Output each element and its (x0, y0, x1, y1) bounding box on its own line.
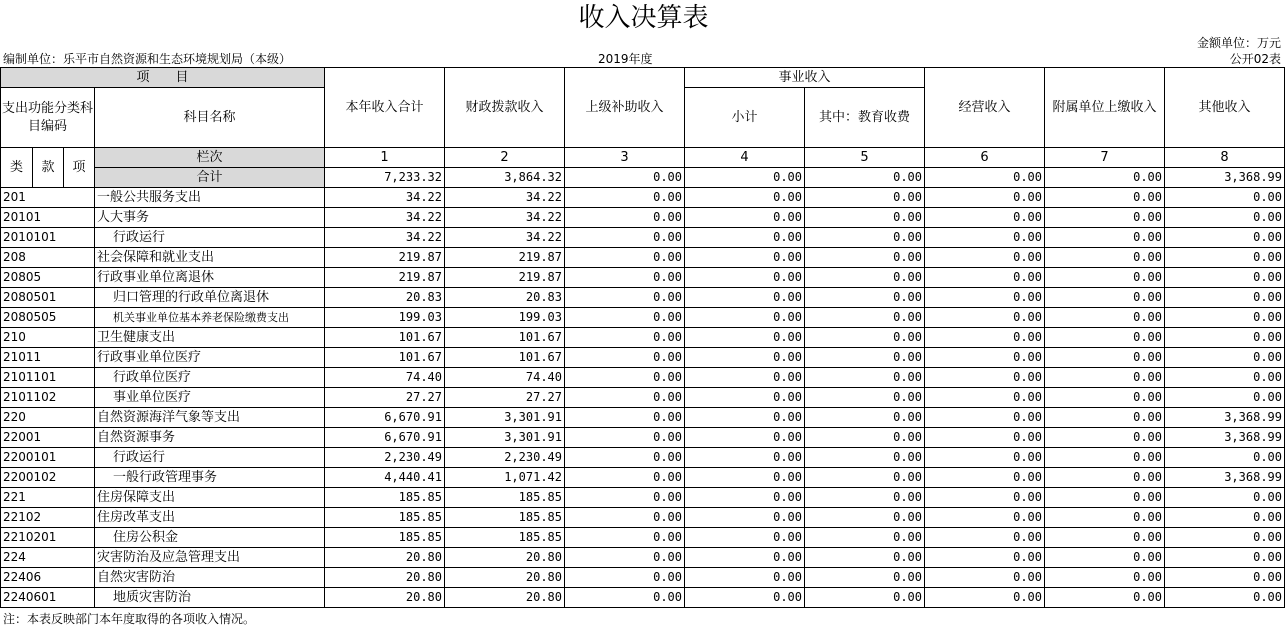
row-value[interactable]: 0.00 (925, 188, 1045, 208)
row-value[interactable]: 20.83 (445, 288, 565, 308)
row-name[interactable]: 行政运行 (95, 448, 325, 468)
row-value[interactable]: 34.22 (325, 208, 445, 228)
col-number: 5 (805, 148, 925, 168)
table-row (1, 428, 1285, 448)
header-item: 项 目 (1, 68, 325, 88)
row-value[interactable]: 0.00 (685, 548, 805, 568)
row-value[interactable]: 0.00 (685, 288, 805, 308)
row-value[interactable]: 74.40 (325, 368, 445, 388)
page-title: 收入决算表 (578, 3, 709, 33)
row-value[interactable]: 0.00 (1045, 268, 1165, 288)
row-value[interactable]: 0.00 (565, 568, 685, 588)
row-value[interactable]: 0.00 (925, 288, 1045, 308)
row-name[interactable]: 住房公积金 (95, 528, 325, 548)
row-value[interactable]: 0.00 (1045, 588, 1165, 608)
row-value[interactable]: 0.00 (685, 408, 805, 428)
row-value[interactable]: 219.87 (325, 268, 445, 288)
table-row (1, 568, 1285, 588)
row-value[interactable]: 0.00 (1045, 568, 1165, 588)
row-code[interactable]: 2080501 (1, 288, 95, 308)
row-value[interactable]: 0.00 (1045, 308, 1165, 328)
row-value[interactable]: 0.00 (1045, 188, 1165, 208)
table-row (1, 448, 1285, 468)
row-value[interactable]: 0.00 (685, 528, 805, 548)
header-func-code: 支出功能分类科目编码 (1, 88, 95, 148)
total-cell: 0.00 (1045, 168, 1165, 188)
row-name[interactable]: 自然资源海洋气象等支出 (95, 408, 325, 428)
table-row (1, 368, 1285, 388)
row-value[interactable]: 0.00 (685, 188, 805, 208)
row-value[interactable]: 0.00 (925, 508, 1045, 528)
row-value[interactable]: 0.00 (805, 448, 925, 468)
row-value[interactable]: 0.00 (1045, 288, 1165, 308)
row-value[interactable]: 0.00 (805, 368, 925, 388)
table-row (1, 288, 1285, 308)
row-value[interactable]: 0.00 (925, 348, 1045, 368)
row-value[interactable]: 0.00 (805, 388, 925, 408)
row-value[interactable]: 27.27 (445, 388, 565, 408)
row-value[interactable]: 20.80 (445, 588, 565, 608)
row-value[interactable]: 20.80 (445, 548, 565, 568)
amount-unit: 金额单位：万元 (1196, 36, 1281, 50)
row-code[interactable]: 2101102 (1, 388, 95, 408)
row-value[interactable]: 0.00 (805, 288, 925, 308)
row-value[interactable]: 0.00 (565, 308, 685, 328)
row-name[interactable]: 归口管理的行政单位离退休 (95, 288, 325, 308)
row-value[interactable]: 0.00 (565, 288, 685, 308)
row-value[interactable]: 185.85 (445, 488, 565, 508)
org-name: 编制单位：乐平市自然资源和生态环境规划局（本级） (3, 52, 292, 66)
header-lei: 类 (1, 148, 33, 188)
row-value[interactable]: 0.00 (925, 268, 1045, 288)
row-value[interactable]: 219.87 (445, 268, 565, 288)
row-value[interactable]: 0.00 (805, 308, 925, 328)
row-value[interactable]: 219.87 (325, 248, 445, 268)
row-value[interactable]: 0.00 (685, 488, 805, 508)
row-name[interactable]: 行政事业单位离退休 (95, 268, 325, 288)
row-name[interactable]: 一般公共服务支出 (95, 188, 325, 208)
row-code[interactable]: 2080505 (1, 308, 95, 328)
col-number: 7 (1045, 148, 1165, 168)
row-code[interactable]: 2200101 (1, 448, 95, 468)
table-row (1, 228, 1285, 248)
row-value[interactable]: 0.00 (1165, 548, 1285, 568)
row-value[interactable]: 0.00 (925, 408, 1045, 428)
header-fiscal: 财政拨款收入 (445, 68, 565, 148)
row-name[interactable]: 机关事业单位基本养老保险缴费支出 (95, 308, 325, 328)
row-value[interactable]: 185.85 (445, 528, 565, 548)
table-row (1, 188, 1285, 208)
row-value[interactable]: 0.00 (685, 588, 805, 608)
row-value[interactable]: 0.00 (565, 268, 685, 288)
row-value[interactable]: 27.27 (325, 388, 445, 408)
row-value[interactable]: 0.00 (685, 348, 805, 368)
row-value[interactable]: 0.00 (1045, 488, 1165, 508)
row-value[interactable]: 0.00 (1045, 368, 1165, 388)
row-value[interactable]: 0.00 (1165, 188, 1285, 208)
row-name[interactable]: 自然资源事务 (95, 428, 325, 448)
row-code[interactable]: 21011 (1, 348, 95, 368)
row-value[interactable]: 185.85 (325, 508, 445, 528)
row-code[interactable]: 2010101 (1, 228, 95, 248)
row-value[interactable]: 0.00 (925, 448, 1045, 468)
form-code: 公开02表 (1229, 52, 1281, 66)
total-cell: 7,233.32 (325, 168, 445, 188)
row-value[interactable]: 1,071.42 (445, 468, 565, 488)
row-code[interactable]: 2210201 (1, 528, 95, 548)
row-value[interactable]: 0.00 (565, 528, 685, 548)
col-number: 1 (325, 148, 445, 168)
row-value[interactable]: 199.03 (445, 308, 565, 328)
header-total: 本年收入合计 (325, 68, 445, 148)
table-row (1, 348, 1285, 368)
row-value[interactable]: 34.22 (325, 188, 445, 208)
header-superior: 上级补助收入 (565, 68, 685, 148)
col-number: 2 (445, 148, 565, 168)
row-value[interactable]: 0.00 (1165, 588, 1285, 608)
row-value[interactable]: 0.00 (1165, 288, 1285, 308)
row-value[interactable]: 0.00 (805, 348, 925, 368)
row-value[interactable]: 0.00 (1165, 328, 1285, 348)
row-code[interactable]: 220 (1, 408, 95, 428)
row-value[interactable]: 0.00 (565, 248, 685, 268)
row-value[interactable]: 0.00 (685, 428, 805, 448)
row-name[interactable]: 行政运行 (95, 228, 325, 248)
header-affiliated: 附属单位上缴收入 (1045, 68, 1165, 148)
row-value[interactable]: 0.00 (565, 348, 685, 368)
row-name[interactable]: 行政事业单位医疗 (95, 348, 325, 368)
row-value[interactable]: 0.00 (925, 228, 1045, 248)
row-value[interactable]: 20.80 (445, 568, 565, 588)
row-name[interactable]: 人大事务 (95, 208, 325, 228)
table-row (1, 488, 1285, 508)
row-name[interactable]: 灾害防治及应急管理支出 (95, 548, 325, 568)
row-value[interactable]: 0.00 (685, 388, 805, 408)
row-name[interactable]: 住房改革支出 (95, 508, 325, 528)
row-value[interactable]: 0.00 (925, 368, 1045, 388)
col-number: 4 (685, 148, 805, 168)
table-row (1, 408, 1285, 428)
row-value[interactable]: 101.67 (445, 328, 565, 348)
row-value[interactable]: 0.00 (925, 548, 1045, 568)
row-value[interactable]: 0.00 (565, 548, 685, 568)
table-row (1, 328, 1285, 348)
row-value[interactable]: 0.00 (565, 208, 685, 228)
table-row (1, 388, 1285, 408)
table-row (1, 548, 1285, 568)
row-code[interactable]: 210 (1, 328, 95, 348)
row-value[interactable]: 0.00 (1045, 548, 1165, 568)
row-name[interactable]: 卫生健康支出 (95, 328, 325, 348)
row-value[interactable]: 0.00 (685, 268, 805, 288)
row-value[interactable]: 0.00 (805, 208, 925, 228)
row-value[interactable]: 34.22 (325, 228, 445, 248)
footnote: 注：本表反映部门本年度取得的各项收入情况。 (3, 612, 256, 626)
row-value[interactable]: 0.00 (805, 548, 925, 568)
row-value[interactable]: 0.00 (925, 568, 1045, 588)
header-subtotal: 小计 (685, 88, 805, 148)
row-name[interactable]: 地质灾害防治 (95, 588, 325, 608)
row-value[interactable]: 0.00 (805, 188, 925, 208)
row-code[interactable]: 22001 (1, 428, 95, 448)
table-row (1, 528, 1285, 548)
row-value[interactable]: 0.00 (565, 228, 685, 248)
row-value[interactable]: 0.00 (1045, 508, 1165, 528)
row-code[interactable]: 201 (1, 188, 95, 208)
row-value[interactable]: 20.80 (325, 548, 445, 568)
header-other: 其他收入 (1165, 68, 1285, 148)
row-value[interactable]: 0.00 (805, 528, 925, 548)
table-row (1, 308, 1285, 328)
row-value[interactable]: 0.00 (1165, 228, 1285, 248)
header-lanci: 栏次 (95, 148, 325, 168)
row-value[interactable]: 0.00 (1165, 348, 1285, 368)
row-value[interactable]: 0.00 (685, 248, 805, 268)
row-value[interactable]: 185.85 (325, 528, 445, 548)
row-value[interactable]: 0.00 (1165, 448, 1285, 468)
total-cell: 0.00 (925, 168, 1045, 188)
row-value[interactable]: 0.00 (565, 468, 685, 488)
row-value[interactable]: 0.00 (805, 568, 925, 588)
row-value[interactable]: 0.00 (925, 588, 1045, 608)
row-value[interactable]: 0.00 (1045, 448, 1165, 468)
row-value[interactable]: 0.00 (805, 508, 925, 528)
row-value[interactable]: 0.00 (1045, 408, 1165, 428)
row-value[interactable]: 101.67 (325, 328, 445, 348)
table-row (1, 508, 1285, 528)
row-value[interactable]: 3,301.91 (445, 428, 565, 448)
row-value[interactable]: 34.22 (445, 228, 565, 248)
col-number: 6 (925, 148, 1045, 168)
row-name[interactable]: 行政单位医疗 (95, 368, 325, 388)
row-name[interactable]: 一般行政管理事务 (95, 468, 325, 488)
table-row (1, 468, 1285, 488)
row-value[interactable]: 0.00 (925, 308, 1045, 328)
header-xiang: 项 (64, 148, 95, 188)
row-value[interactable]: 0.00 (685, 368, 805, 388)
row-value[interactable]: 0.00 (565, 188, 685, 208)
row-value[interactable]: 0.00 (925, 528, 1045, 548)
row-name[interactable]: 社会保障和就业支出 (95, 248, 325, 268)
row-value[interactable]: 199.03 (325, 308, 445, 328)
row-code[interactable]: 224 (1, 548, 95, 568)
row-code[interactable]: 22406 (1, 568, 95, 588)
row-value[interactable]: 0.00 (685, 228, 805, 248)
header-operating: 经营收入 (925, 68, 1045, 148)
row-value[interactable]: 0.00 (925, 388, 1045, 408)
row-value[interactable]: 0.00 (685, 308, 805, 328)
row-value[interactable]: 0.00 (805, 488, 925, 508)
row-value[interactable]: 0.00 (805, 588, 925, 608)
row-code[interactable]: 2240601 (1, 588, 95, 608)
row-value[interactable]: 0.00 (805, 408, 925, 428)
row-value[interactable]: 0.00 (925, 468, 1045, 488)
row-value[interactable]: 0.00 (565, 408, 685, 428)
row-value[interactable]: 0.00 (685, 448, 805, 468)
row-value[interactable]: 2,230.49 (445, 448, 565, 468)
row-value[interactable]: 219.87 (445, 248, 565, 268)
row-value[interactable]: 0.00 (565, 428, 685, 448)
fiscal-year: 2019年度 (598, 52, 653, 66)
row-value[interactable]: 0.00 (1045, 228, 1165, 248)
total-cell: 3,864.32 (445, 168, 565, 188)
row-name[interactable]: 住房保障支出 (95, 488, 325, 508)
row-value[interactable]: 20.80 (325, 568, 445, 588)
row-value[interactable]: 0.00 (565, 488, 685, 508)
row-value[interactable]: 3,368.99 (1165, 428, 1285, 448)
row-value[interactable]: 0.00 (805, 328, 925, 348)
row-value[interactable]: 0.00 (805, 268, 925, 288)
meta-row (0, 51, 1287, 67)
row-code[interactable]: 2101101 (1, 368, 95, 388)
row-code[interactable]: 221 (1, 488, 95, 508)
table-row (1, 588, 1285, 608)
row-value[interactable]: 0.00 (1045, 208, 1165, 228)
row-value[interactable]: 0.00 (925, 488, 1045, 508)
row-value[interactable]: 2,230.49 (325, 448, 445, 468)
row-value[interactable]: 101.67 (325, 348, 445, 368)
row-value[interactable]: 6,670.91 (325, 408, 445, 428)
row-value[interactable]: 3,301.91 (445, 408, 565, 428)
row-value[interactable]: 4,440.41 (325, 468, 445, 488)
col-number: 3 (565, 148, 685, 168)
header-heji: 合计 (95, 168, 325, 188)
row-value[interactable]: 0.00 (1045, 248, 1165, 268)
header-subject-name: 科目名称 (95, 88, 325, 148)
row-value[interactable]: 0.00 (685, 468, 805, 488)
table-row (1, 268, 1285, 288)
total-cell: 0.00 (685, 168, 805, 188)
row-value[interactable]: 34.22 (445, 188, 565, 208)
row-code[interactable]: 20101 (1, 208, 95, 228)
row-value[interactable]: 0.00 (1165, 568, 1285, 588)
row-value[interactable]: 0.00 (565, 328, 685, 348)
row-value[interactable]: 3,368.99 (1165, 408, 1285, 428)
row-value[interactable]: 0.00 (1165, 508, 1285, 528)
row-value[interactable]: 0.00 (925, 248, 1045, 268)
header-kuan: 款 (33, 148, 64, 188)
row-value[interactable]: 3,368.99 (1165, 468, 1285, 488)
row-value[interactable]: 101.67 (445, 348, 565, 368)
row-value[interactable]: 0.00 (565, 588, 685, 608)
row-value[interactable]: 0.00 (685, 568, 805, 588)
row-name[interactable]: 自然灾害防治 (95, 568, 325, 588)
row-value[interactable]: 0.00 (805, 428, 925, 448)
row-value[interactable]: 185.85 (445, 508, 565, 528)
row-value[interactable]: 0.00 (565, 368, 685, 388)
row-value[interactable]: 0.00 (1045, 428, 1165, 448)
row-value[interactable]: 34.22 (445, 208, 565, 228)
row-value[interactable]: 0.00 (925, 428, 1045, 448)
row-value[interactable]: 0.00 (1045, 328, 1165, 348)
row-name[interactable]: 事业单位医疗 (95, 388, 325, 408)
row-value[interactable]: 0.00 (1165, 268, 1285, 288)
row-value[interactable]: 0.00 (685, 208, 805, 228)
row-value[interactable]: 0.00 (565, 448, 685, 468)
header-edu-fee: 其中：教育收费 (805, 88, 925, 148)
row-value[interactable]: 0.00 (925, 328, 1045, 348)
row-value[interactable]: 0.00 (565, 508, 685, 528)
row-value[interactable]: 0.00 (1045, 528, 1165, 548)
row-value[interactable]: 0.00 (805, 228, 925, 248)
row-value[interactable]: 74.40 (445, 368, 565, 388)
row-value[interactable]: 0.00 (1045, 468, 1165, 488)
total-cell: 0.00 (565, 168, 685, 188)
row-value[interactable]: 185.85 (325, 488, 445, 508)
row-value[interactable]: 6,670.91 (325, 428, 445, 448)
col-number: 8 (1165, 148, 1285, 168)
table-row (1, 208, 1285, 228)
row-value[interactable]: 0.00 (925, 208, 1045, 228)
row-code[interactable]: 22102 (1, 508, 95, 528)
row-value[interactable]: 0.00 (1165, 308, 1285, 328)
row-value[interactable]: 0.00 (1165, 208, 1285, 228)
total-cell: 0.00 (805, 168, 925, 188)
header-business-group: 事业收入 (685, 68, 925, 88)
row-value[interactable]: 0.00 (1165, 388, 1285, 408)
row-value[interactable]: 0.00 (1165, 528, 1285, 548)
row-value[interactable]: 0.00 (1045, 348, 1165, 368)
row-value[interactable]: 0.00 (1165, 368, 1285, 388)
row-value[interactable]: 0.00 (685, 328, 805, 348)
total-cell: 3,368.99 (1165, 168, 1285, 188)
income-table (0, 67, 1285, 608)
table-row (1, 248, 1285, 268)
row-value[interactable]: 0.00 (805, 248, 925, 268)
row-value[interactable]: 0.00 (1165, 248, 1285, 268)
row-value[interactable]: 0.00 (1045, 388, 1165, 408)
row-code[interactable]: 208 (1, 248, 95, 268)
row-value[interactable]: 0.00 (685, 508, 805, 528)
row-value[interactable]: 0.00 (1165, 488, 1285, 508)
row-value[interactable]: 0.00 (565, 388, 685, 408)
row-value[interactable]: 0.00 (805, 468, 925, 488)
row-value[interactable]: 20.80 (325, 588, 445, 608)
row-value[interactable]: 20.83 (325, 288, 445, 308)
row-code[interactable]: 20805 (1, 268, 95, 288)
row-code[interactable]: 2200102 (1, 468, 95, 488)
